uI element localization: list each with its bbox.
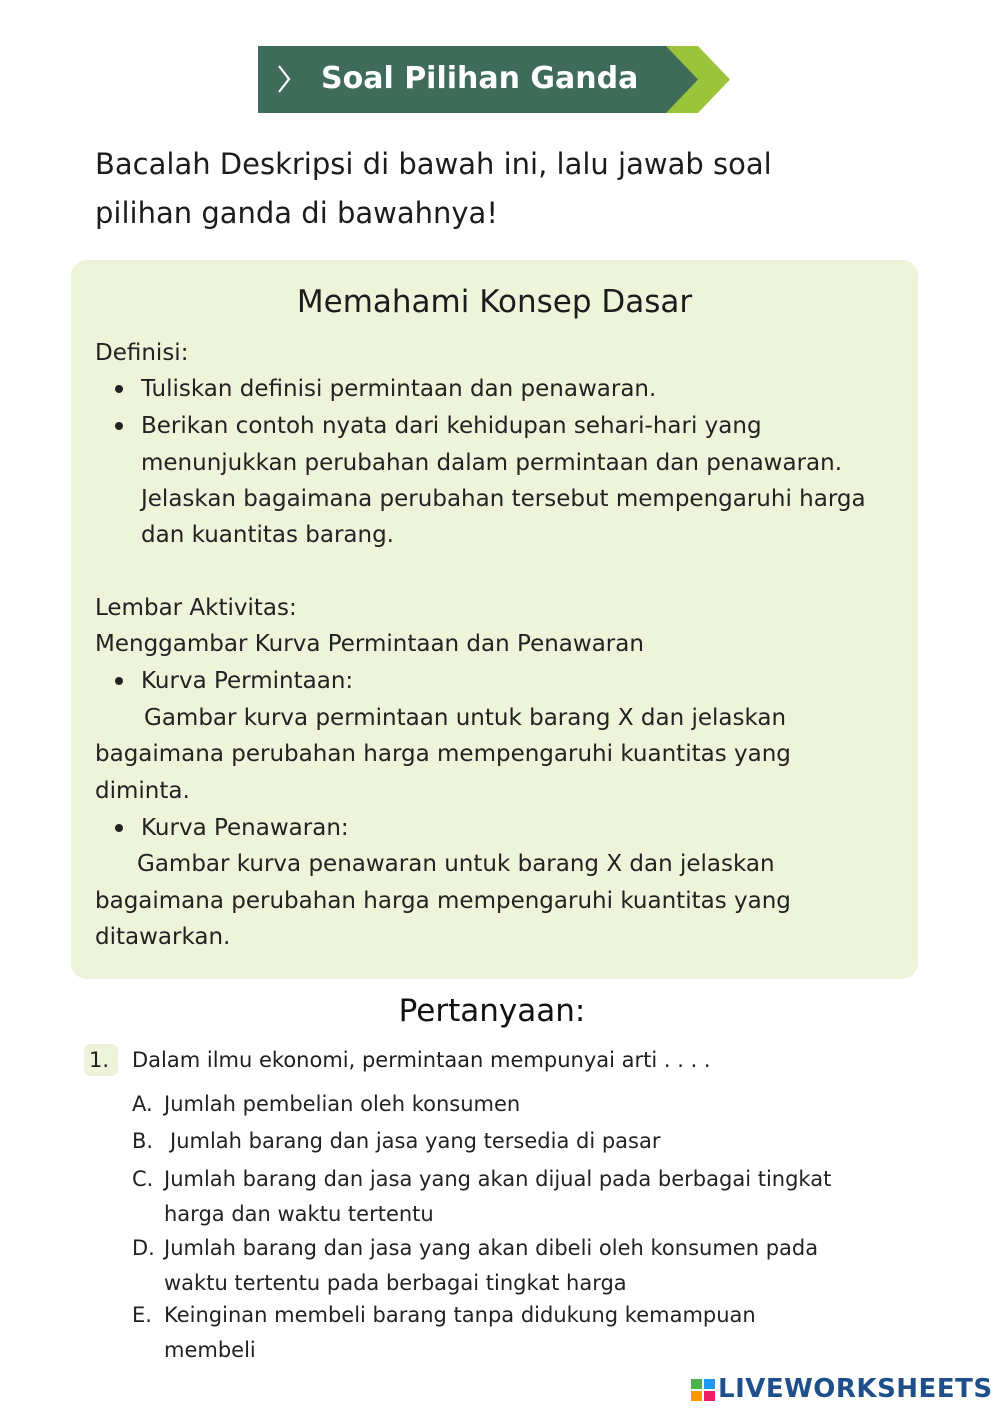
definisi-bullet-2-line-3: Jelaskan bagaimana perubahan tersebut mempengaruhi harga bbox=[141, 486, 866, 512]
definisi-bullet-1: Tuliskan definisi permintaan dan penawaran. bbox=[141, 376, 657, 402]
option-text-line-1: Keinginan membeli barang tanpa didukung kemampuan bbox=[164, 1303, 756, 1327]
kurva-penawaran-line-3: ditawarkan. bbox=[95, 924, 231, 950]
aktivitas-title: Menggambar Kurva Permintaan dan Penawaran bbox=[95, 631, 644, 657]
kurva-permintaan-line-1: Gambar kurva permintaan untuk barang X dan jelaskan bbox=[144, 705, 787, 731]
definisi-label: Definisi: bbox=[95, 340, 189, 366]
option-letter: C. bbox=[132, 1167, 154, 1191]
bullet-dot bbox=[115, 824, 123, 832]
option-text-line-1: Jumlah barang dan jasa yang akan dibeli oleh konsumen pada bbox=[164, 1236, 819, 1260]
kurva-permintaan-line-3: diminta. bbox=[95, 778, 190, 804]
kurva-penawaran-line-2: bagaimana perubahan harga mempengaruhi kuantitas yang bbox=[95, 888, 791, 914]
option-text-line-2: membeli bbox=[164, 1338, 256, 1362]
option-letter: A. bbox=[132, 1092, 153, 1116]
option-text: Jumlah barang dan jasa yang tersedia di pasar bbox=[170, 1129, 661, 1153]
question-number: 1. bbox=[89, 1048, 110, 1072]
chevron-right-icon bbox=[276, 64, 292, 94]
bullet-dot bbox=[115, 677, 123, 685]
option-letter: D. bbox=[132, 1236, 155, 1260]
questions-heading: Pertanyaan: bbox=[398, 993, 586, 1029]
definisi-bullet-2-line-2: menunjukkan perubahan dalam permintaan dan penawaran. bbox=[141, 450, 843, 476]
liveworksheets-logo-text: LIVEWORKSHEETS bbox=[718, 1374, 993, 1404]
kurva-penawaran-label: Kurva Penawaran: bbox=[141, 815, 349, 841]
bullet-dot bbox=[115, 422, 123, 430]
option-text-line-2: harga dan waktu tertentu bbox=[164, 1202, 434, 1226]
definisi-bullet-2-line-4: dan kuantitas barang. bbox=[141, 522, 394, 548]
liveworksheets-logo-icon bbox=[690, 1378, 716, 1402]
option-text-line-1: Jumlah barang dan jasa yang akan dijual pada berbagai tingkat bbox=[164, 1167, 832, 1191]
kurva-penawaran-line-1: Gambar kurva penawaran untuk barang X dan jelaskan bbox=[137, 851, 775, 877]
instruction-text bbox=[95, 140, 925, 238]
kurva-permintaan-label: Kurva Permintaan: bbox=[141, 668, 354, 694]
card-title: Memahami Konsep Dasar bbox=[296, 284, 693, 320]
option-letter: E. bbox=[132, 1303, 152, 1327]
bullet-dot bbox=[115, 385, 123, 393]
option-letter: B. bbox=[132, 1129, 154, 1153]
kurva-permintaan-line-2: bagaimana perubahan harga mempengaruhi kuantitas yang bbox=[95, 741, 791, 767]
banner-title: Soal Pilihan Ganda bbox=[321, 61, 639, 96]
definisi-bullet-2-line-1: Berikan contoh nyata dari kehidupan sehari-hari yang bbox=[141, 413, 762, 439]
instruction-line-2: pilihan ganda di bawahnya! bbox=[95, 196, 498, 230]
aktivitas-label: Lembar Aktivitas: bbox=[95, 595, 297, 621]
option-text: Jumlah pembelian oleh konsumen bbox=[164, 1092, 521, 1116]
option-text-line-2: waktu tertentu pada berbagai tingkat harga bbox=[164, 1271, 627, 1295]
instruction-line-1: Bacalah Deskripsi di bawah ini, lalu jawab soal bbox=[95, 147, 772, 181]
question-text: Dalam ilmu ekonomi, permintaan mempunyai arti . . . . bbox=[132, 1048, 711, 1072]
